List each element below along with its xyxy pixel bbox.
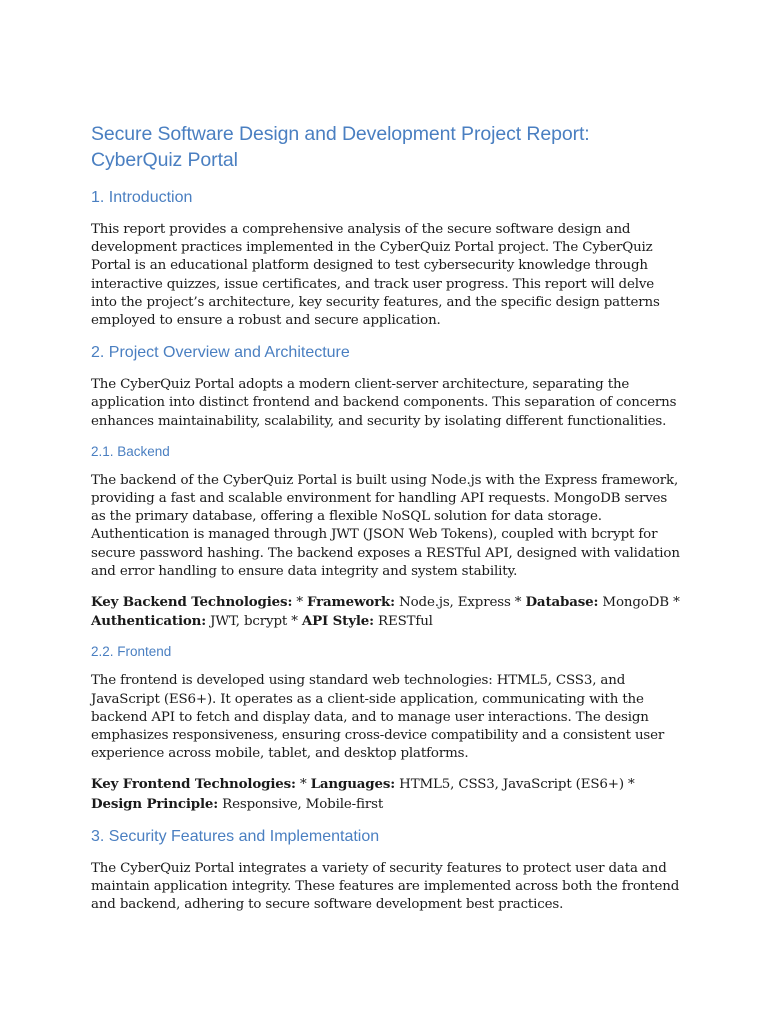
document-title: Secure Software Design and Development Project Report: CyberQuiz Portal [91, 123, 590, 171]
section-heading-introduction: 1. Introduction [91, 189, 193, 206]
frontend-tech-key-design-principle: Design Principle: [91, 795, 219, 812]
backend-tech-label: Key Backend Technologies: [91, 594, 293, 611]
frontend-tech-value-languages: HTML5, CSS3, JavaScript (ES6+) * [395, 777, 635, 793]
backend-tech-value-database: MongoDB * [598, 595, 680, 611]
frontend-tech-separator: * [295, 777, 311, 793]
overview-paragraph: The CyberQuiz Portal adopts a modern client-server architecture, separating the application into distinct frontend and backend components. This separation of concerns enhances maintainability, scalability, and security by isolating different functionalities. [91, 377, 677, 429]
subsection-heading-frontend: 2.2. Frontend [91, 644, 172, 660]
backend-tech-key-authentication: Authentication: [91, 613, 207, 630]
backend-tech-key-api-style: API Style: [301, 613, 374, 630]
document-page [91, 121, 681, 926]
frontend-paragraph: The frontend is developed using standard web technologies: HTML5, CSS3, and JavaScript (ES6+). It operates as a client-side application, communicating with the backend API to fetch and display data, and to manage user interactions. The design emphasizes responsiveness, ensuring cross-device compatibility and a consistent user experience across mobile, tablet, and desktop platforms. [91, 673, 665, 762]
frontend-tech-key-languages: Languages: [310, 776, 396, 793]
section-heading-overview: 2. Project Overview and Architecture [91, 344, 350, 362]
backend-tech-separator: * [292, 595, 307, 611]
section-heading-security: 3. Security Features and Implementation [91, 827, 380, 845]
introduction-paragraph: This report provides a comprehensive analysis of the secure software design and development practices implemented in the CyberQuiz Portal project. The CyberQuiz Portal is an educational platform designed to test cybersecurity knowledge through interactive quizzes, issue certificates, and track user progress. This report will delve into the project’s architecture, key security features, and the specific design patterns employed to ensure a robust and secure application. [91, 222, 660, 329]
frontend-technologies-list [91, 775, 681, 813]
backend-technologies-list [91, 593, 681, 631]
backend-tech-key-framework: Framework: [307, 594, 395, 611]
backend-tech-value-authentication: JWT, bcrypt * [206, 614, 302, 630]
frontend-tech-label: Key Frontend Technologies: [91, 776, 296, 793]
security-paragraph: The CyberQuiz Portal integrates a variety of security features to protect user data and maintain application integrity. These features are implemented across both the frontend and backend, adhering to secure software development best practices. [91, 860, 680, 913]
backend-tech-key-database: Database: [525, 594, 599, 611]
frontend-tech-value-design-principle: Responsive, Mobile-first [218, 796, 384, 812]
backend-tech-value-api-style: RESTful [373, 614, 433, 630]
backend-tech-value-framework: Node.js, Express * [394, 595, 526, 611]
backend-paragraph: The backend of the CyberQuiz Portal is built using Node.js with the Express framework, providing a fast and scalable environment for handling API requests. MongoDB serves as the primary database, offering a flexible NoSQL solution for data storage. Authentication is managed through JWT (JSON Web Tokens), coupled with bcrypt for secure password hashing. The backend exposes a RESTful API, designed with validation and error handling to ensure data integrity and system stability. [91, 472, 680, 579]
subsection-heading-backend: 2.1. Backend [91, 443, 170, 459]
